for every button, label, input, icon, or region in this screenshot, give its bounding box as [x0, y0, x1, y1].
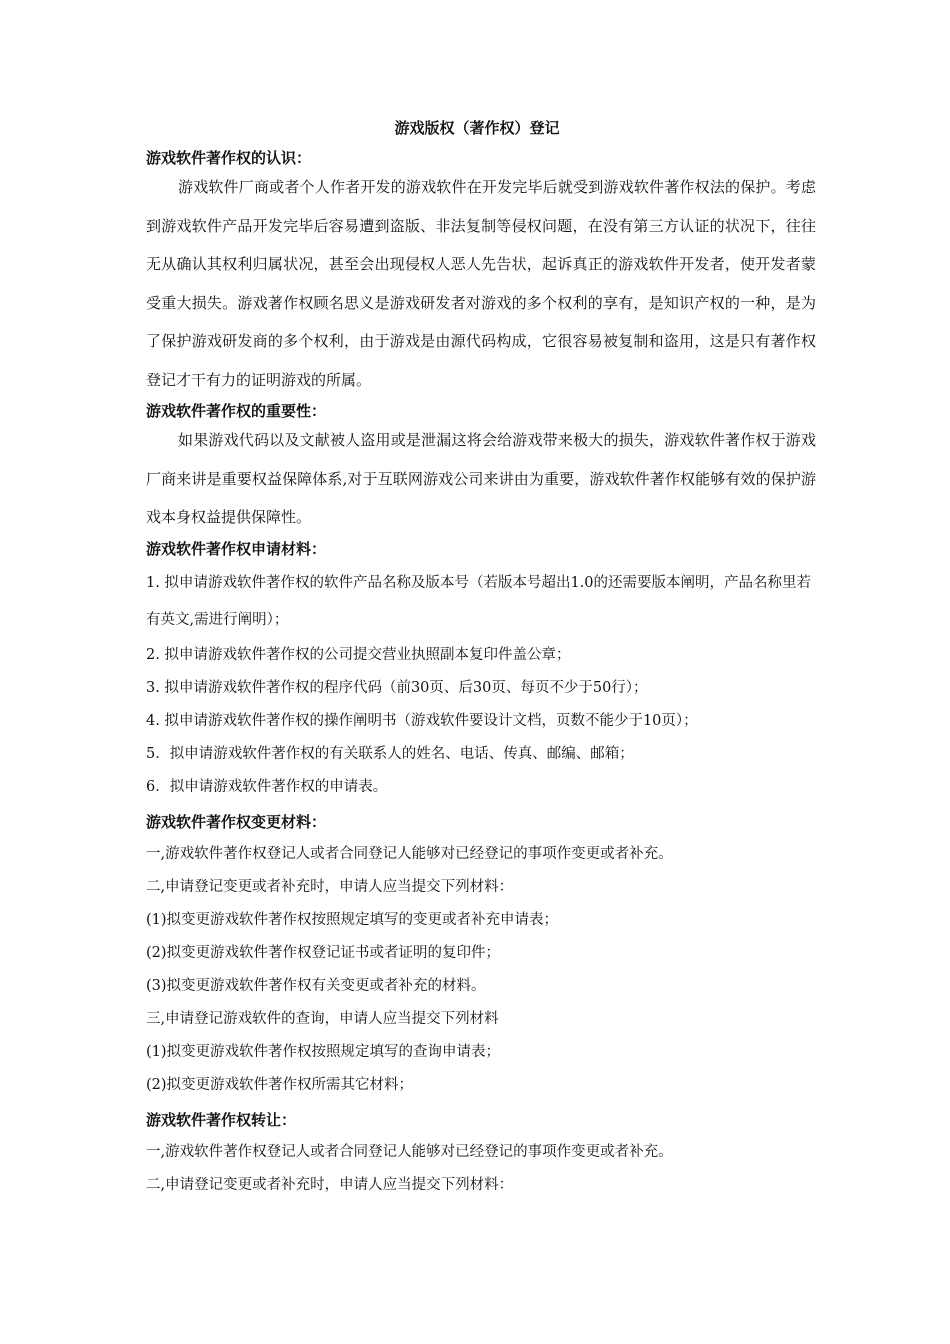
section-paragraph-importance: 如果游戏代码以及文献被人盗用或是泄漏这将会给游戏带来极大的损失，游戏软件著作权于游戏厂商来讲是重要权益保障体系,对于互联网游戏公司来讲由为重要，游戏软件著作权能够有效的保护游戏本身权益提供保障性。	[146, 431, 816, 526]
section-heading-change-materials: 游戏软件著作权变更材料：	[146, 812, 327, 831]
section-heading-transfer: 游戏软件著作权转让：	[146, 1110, 297, 1129]
list-item: 2. 拟申请游戏软件著作权的公司提交营业执照副本复印件盖公章；	[146, 646, 571, 663]
section-paragraph-awareness: 游戏软件厂商或者个人作者开发的游戏软件在开发完毕后就受到游戏软件著作权法的保护。考虑到游戏软件产品开发完毕后容易遭到盗版、非法复制等侵权问题，在没有第三方认证的状况下，往往无从确认其权利归属状况，甚至会出现侵权人恶人先告状，起诉真正的游戏软件开发者，使开发者蒙受重大损失。游戏著作权顾名思义是游戏研发者对游戏的多个权利的享有，是知识产权的一种，是为了保护游戏研发商的多个权利，由于游戏是由源代码构成，它很容易被复制和盗用，这是只有著作权登记才干有力的证明游戏的所属。	[146, 178, 816, 389]
list-item: 一,游戏软件著作权登记人或者合同登记人能够对已经登记的事项作变更或者补充。	[146, 845, 673, 862]
document-title: 游戏版权（著作权）登记	[394, 119, 560, 137]
list-item: 一,游戏软件著作权登记人或者合同登记人能够对已经登记的事项作变更或者补充。	[146, 1143, 673, 1160]
list-item: 二,申请登记变更或者补充时，申请人应当提交下列材料：	[146, 1176, 514, 1193]
list-item: 5．拟申请游戏软件著作权的有关联系人的姓名、电话、传真、邮编、邮箱；	[146, 745, 634, 762]
section-heading-application-materials: 游戏软件著作权申请材料：	[146, 539, 327, 558]
list-item: 二,申请登记变更或者补充时，申请人应当提交下列材料：	[146, 878, 514, 895]
list-item: 3. 拟申请游戏软件著作权的程序代码（前30页、后30页、每页不少于50行）；	[146, 679, 648, 696]
transfer-list	[146, 1136, 816, 1202]
change-materials-list	[146, 838, 816, 1102]
list-item: (2)拟变更游戏软件著作权所需其它材料；	[146, 1076, 414, 1093]
list-item: 6．拟申请游戏软件著作权的申请表。	[146, 778, 388, 795]
list-item: (3)拟变更游戏软件著作权有关变更或者补充的材料。	[146, 977, 486, 994]
application-materials-list	[146, 565, 816, 804]
list-item: (1)拟变更游戏软件著作权按照规定填写的查询申请表；	[146, 1043, 501, 1060]
list-item: 三,申请登记游戏软件的查询，申请人应当提交下列材料	[146, 1010, 499, 1027]
document-page	[146, 118, 816, 1202]
section-heading-awareness: 游戏软件著作权的认识：	[146, 149, 312, 167]
list-item: (1)拟变更游戏软件著作权按照规定填写的变更或者补充申请表；	[146, 911, 559, 928]
list-item: 4. 拟申请游戏软件著作权的操作阐明书（游戏软件要设计文档，页数不能少于10页）；	[146, 712, 698, 729]
list-item: 1. 拟申请游戏软件著作权的软件产品名称及版本号（若版本号超出1.0的还需要版本阐明，产品名称里若有英文,需进行阐明）；	[146, 574, 811, 628]
section-heading-importance: 游戏软件著作权的重要性：	[146, 402, 327, 420]
list-item: (2)拟变更游戏软件著作权登记证书或者证明的复印件；	[146, 944, 501, 961]
